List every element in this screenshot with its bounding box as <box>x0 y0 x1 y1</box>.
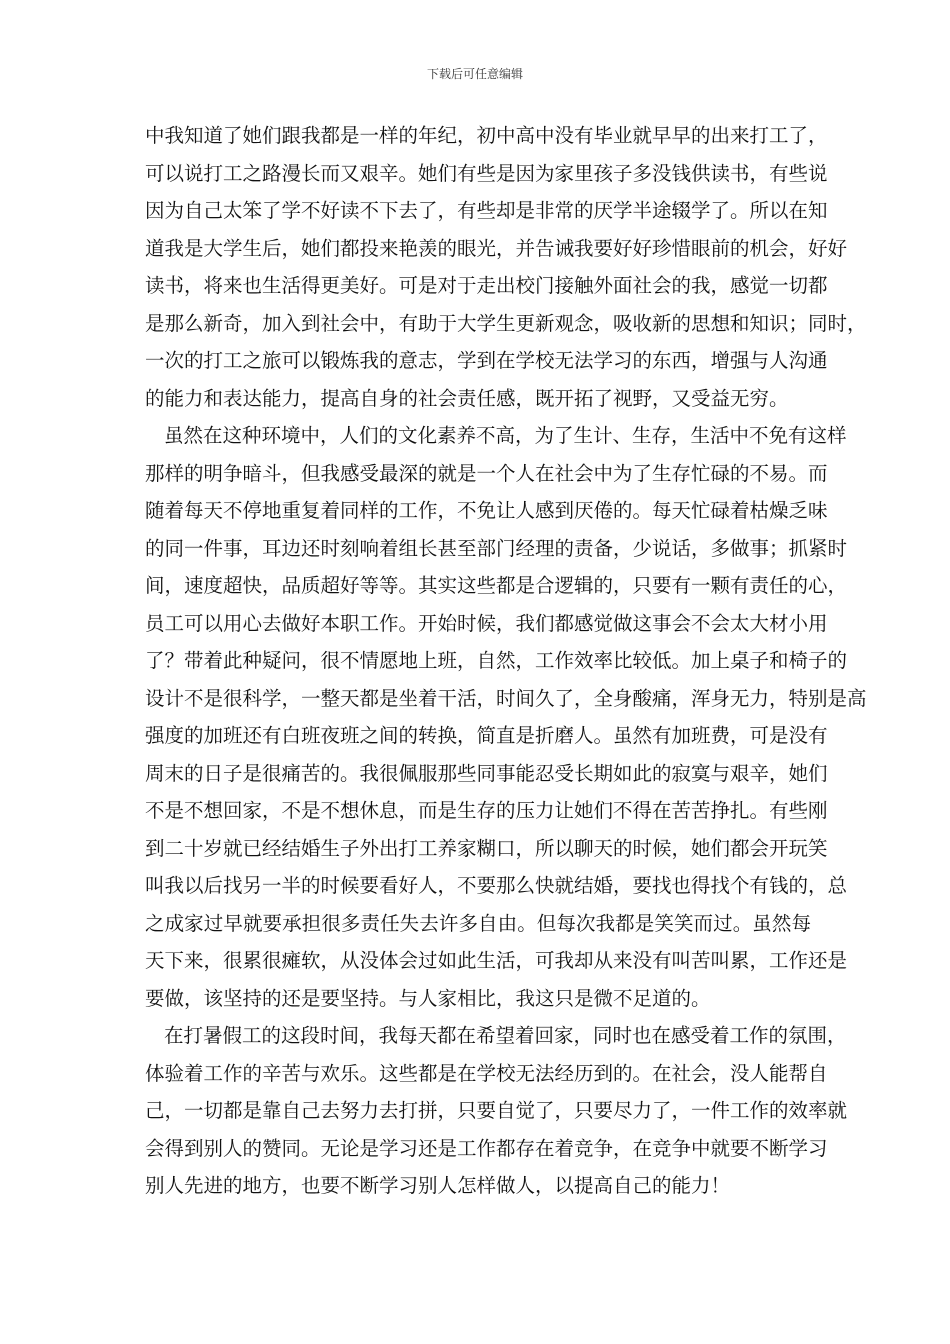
paragraph-1-line-7: 一次的打工之旅可以锻炼我的意志，学到在学校无法学习的东西，增强与人沟通 <box>145 349 828 372</box>
paragraph-2-line-4: 的同一件事，耳边还时刻响着组长甚至部门经理的责备，少说话，多做事；抓紧时 <box>145 536 848 560</box>
paragraph-2-line-8: 设计不是很科学，一整天都是坐着干活，时间久了，全身酸痛，浑身无力，特别是高 <box>145 686 867 710</box>
paragraph-2-line-6: 员工可以用心去做好本职工作。开始时候，我们都感觉做这事会不会太大材小用 <box>145 611 828 635</box>
paragraph-3-line-5: 别人先进的地方，也要不断学习别人怎样做人，以提高自己的能力！ <box>145 1174 731 1197</box>
paragraph-3-line-4: 会得到别人的赞同。无论是学习还是工作都存在着竞争，在竞争中就要不断学习 <box>145 1136 828 1160</box>
paragraph-2-line-10: 周末的日子是很痛苦的。我很佩服那些同事能忍受长期如此的寂寞与艰辛，她们 <box>145 761 828 785</box>
paragraph-3-line-3: 己，一切都是靠自己去努力去打拼，只要自觉了，只要尽力了，一件工作的效率就 <box>145 1099 848 1122</box>
paragraph-3-line-1: 在打暑假工的这段时间，我每天都在希望着回家，同时也在感受着工作的氛围， <box>164 1024 847 1047</box>
paragraph-2-line-3: 随着每天不停地重复着同样的工作，不免让人感到厌倦的。每天忙碌着枯燥乏味 <box>145 499 828 522</box>
paragraph-2-line-2: 那样的明争暗斗，但我感受最深的就是一个人在社会中为了生存忙碌的不易。而 <box>145 461 828 485</box>
document-body <box>145 117 867 1205</box>
paragraph-1-line-3: 因为自己太笨了学不好读不下去了，有些却是非常的厌学半途辍学了。所以在知 <box>145 199 828 222</box>
paragraph-2-line-9: 强度的加班还有白班夜班之间的转换，简直是折磨人。虽然有加班费，可是没有 <box>145 724 828 747</box>
paragraph-2-line-7: 了？带着此种疑问，很不情愿地上班，自然，工作效率比较低。加上桌子和椅子的 <box>145 649 848 672</box>
paragraph-2-line-16: 要做，该坚持的还是要坚持。与人家相比，我这只是微不足道的。 <box>145 986 711 1010</box>
page-header: 下载后可任意编辑 <box>426 67 523 81</box>
paragraph-1-line-5: 读书，将来也生活得更美好。可是对于走出校门接触外面社会的我，感觉一切都 <box>145 274 828 297</box>
paragraph-1-line-2: 可以说打工之路漫长而又艰辛。她们有些是因为家里孩子多没钱供读书，有些说 <box>145 161 828 185</box>
paragraph-1-line-6: 是那么新奇，加入到社会中，有助于大学生更新观念，吸收新的思想和知识；同时， <box>145 311 867 335</box>
paragraph-2-line-15: 天下来，很累很瘫软，从没体会过如此生活，可我却从来没有叫苦叫累，工作还是 <box>145 949 848 972</box>
paragraph-3-line-2: 体验着工作的辛苦与欢乐。这些都是在学校无法经历到的。在社会，没人能帮自 <box>145 1061 828 1085</box>
paragraph-2-line-1: 虽然在这种环境中，人们的文化素养不高，为了生计、生存，生活中不免有这样 <box>164 424 847 447</box>
paragraph-1-line-8: 的能力和表达能力，提高自身的社会责任感，既开拓了视野，又受益无穷。 <box>145 386 789 410</box>
paragraph-1-line-4: 道我是大学生后，她们都投来艳羡的眼光，并告诫我要好好珍惜眼前的机会，好好 <box>145 236 848 260</box>
paragraph-2-line-11: 不是不想回家，不是不想休息，而是生存的压力让她们不得在苦苦挣扎。有些刚 <box>145 799 828 822</box>
paragraph-2-line-12: 到二十岁就已经结婚生子外出打工养家糊口，所以聊天的时候，她们都会开玩笑 <box>145 836 828 860</box>
paragraph-2-line-13: 叫我以后找另一半的时候要看好人，不要那么快就结婚，要找也得找个有钱的，总 <box>145 874 848 897</box>
paragraph-2-line-5: 间，速度超快，品质超好等等。其实这些都是合逻辑的，只要有一颗有责任的心， <box>145 574 848 597</box>
paragraph-1-line-1: 中我知道了她们跟我都是一样的年纪，初中高中没有毕业就早早的出来打工了， <box>145 124 828 147</box>
paragraph-2-line-14: 之成家过早就要承担很多责任失去许多自由。但每次我都是笑笑而过。虽然每 <box>145 911 811 935</box>
